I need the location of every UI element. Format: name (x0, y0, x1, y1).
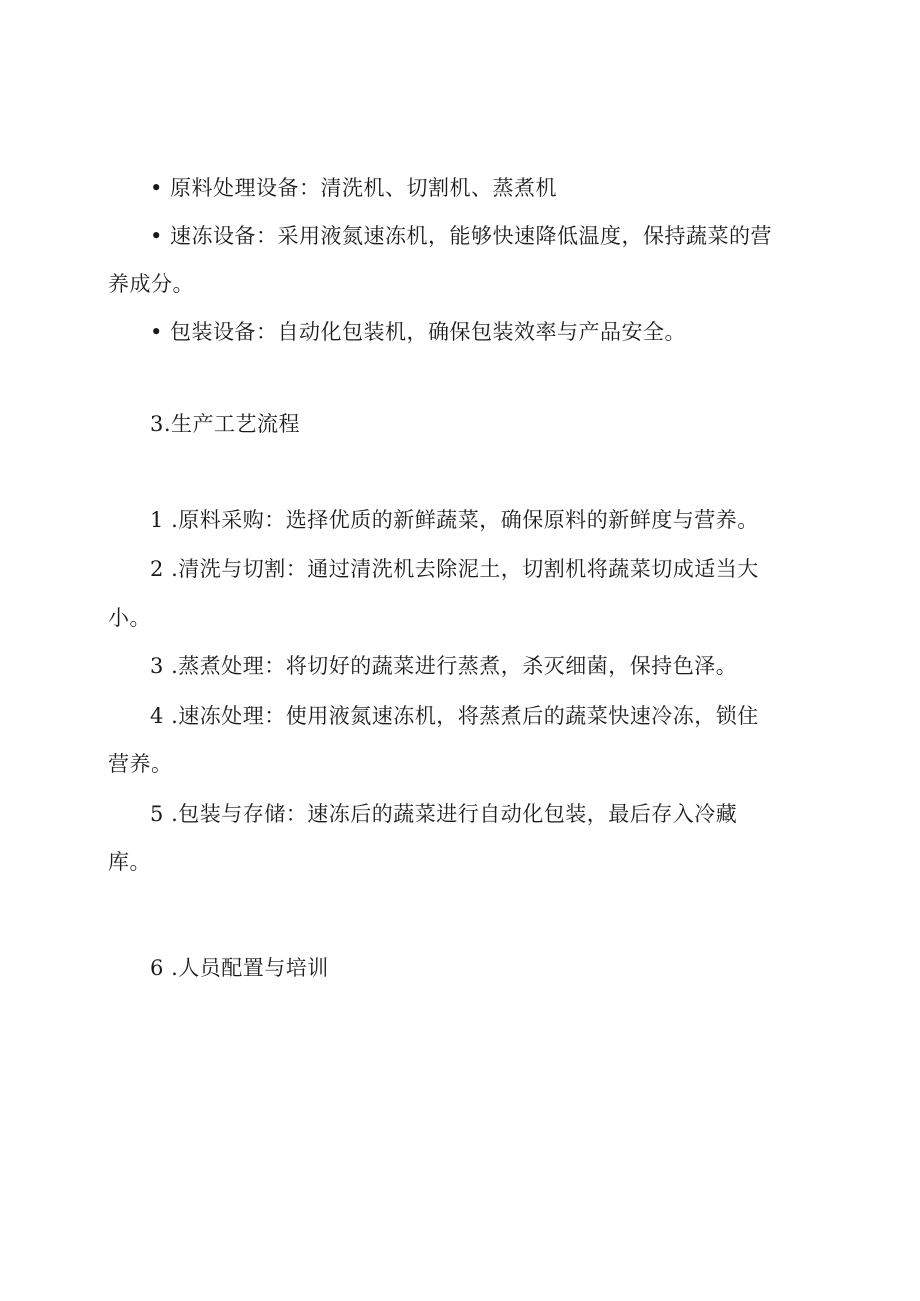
section-number: 6 (150, 956, 164, 980)
step-text: .蒸煮处理：将切好的蔬菜进行蒸煮，杀灭细菌，保持色泽。 (171, 654, 738, 678)
step-text: .速冻处理：使用液氮速冻机，将蒸煮后的蔬菜快速冷冻，锁住 (171, 704, 759, 728)
equipment-freeze-line2: 养成分。 (108, 272, 194, 296)
step-number: 5 (150, 802, 164, 826)
section-3-heading: 3.生产工艺流程 (150, 412, 301, 436)
step-2-continuation: 小。 (108, 606, 151, 630)
step-number: 2 (150, 557, 164, 581)
step-text: .原料采购：选择优质的新鲜蔬菜，确保原料的新鲜度与营养。 (171, 508, 759, 532)
step-number: 3 (150, 654, 164, 678)
step-number: 4 (150, 704, 164, 728)
step-text: .包装与存储：速冻后的蔬菜进行自动化包装，最后存入冷藏 (171, 802, 738, 826)
step-number: 1 (150, 508, 164, 532)
equipment-pack: • 包装设备：自动化包装机，确保包装效率与产品安全。 (150, 320, 687, 344)
step-2 (150, 555, 759, 583)
equipment-freeze-line1: • 速冻设备：采用液氮速冻机，能够快速降低温度，保持蔬菜的营 (150, 224, 773, 248)
step-3 (150, 652, 737, 680)
step-4-continuation: 营养。 (108, 752, 173, 776)
step-text: .清洗与切割：通过清洗机去除泥土，切割机将蔬菜切成适当大 (171, 557, 759, 581)
section-title: .人员配置与培训 (171, 956, 329, 980)
section-6-heading (150, 954, 329, 982)
equipment-raw: • 原料处理设备：清洗机、切割机、蒸煮机 (150, 176, 558, 200)
step-1 (150, 506, 759, 534)
step-5 (150, 800, 737, 828)
step-5-continuation: 库。 (108, 850, 151, 874)
step-4 (150, 702, 759, 730)
